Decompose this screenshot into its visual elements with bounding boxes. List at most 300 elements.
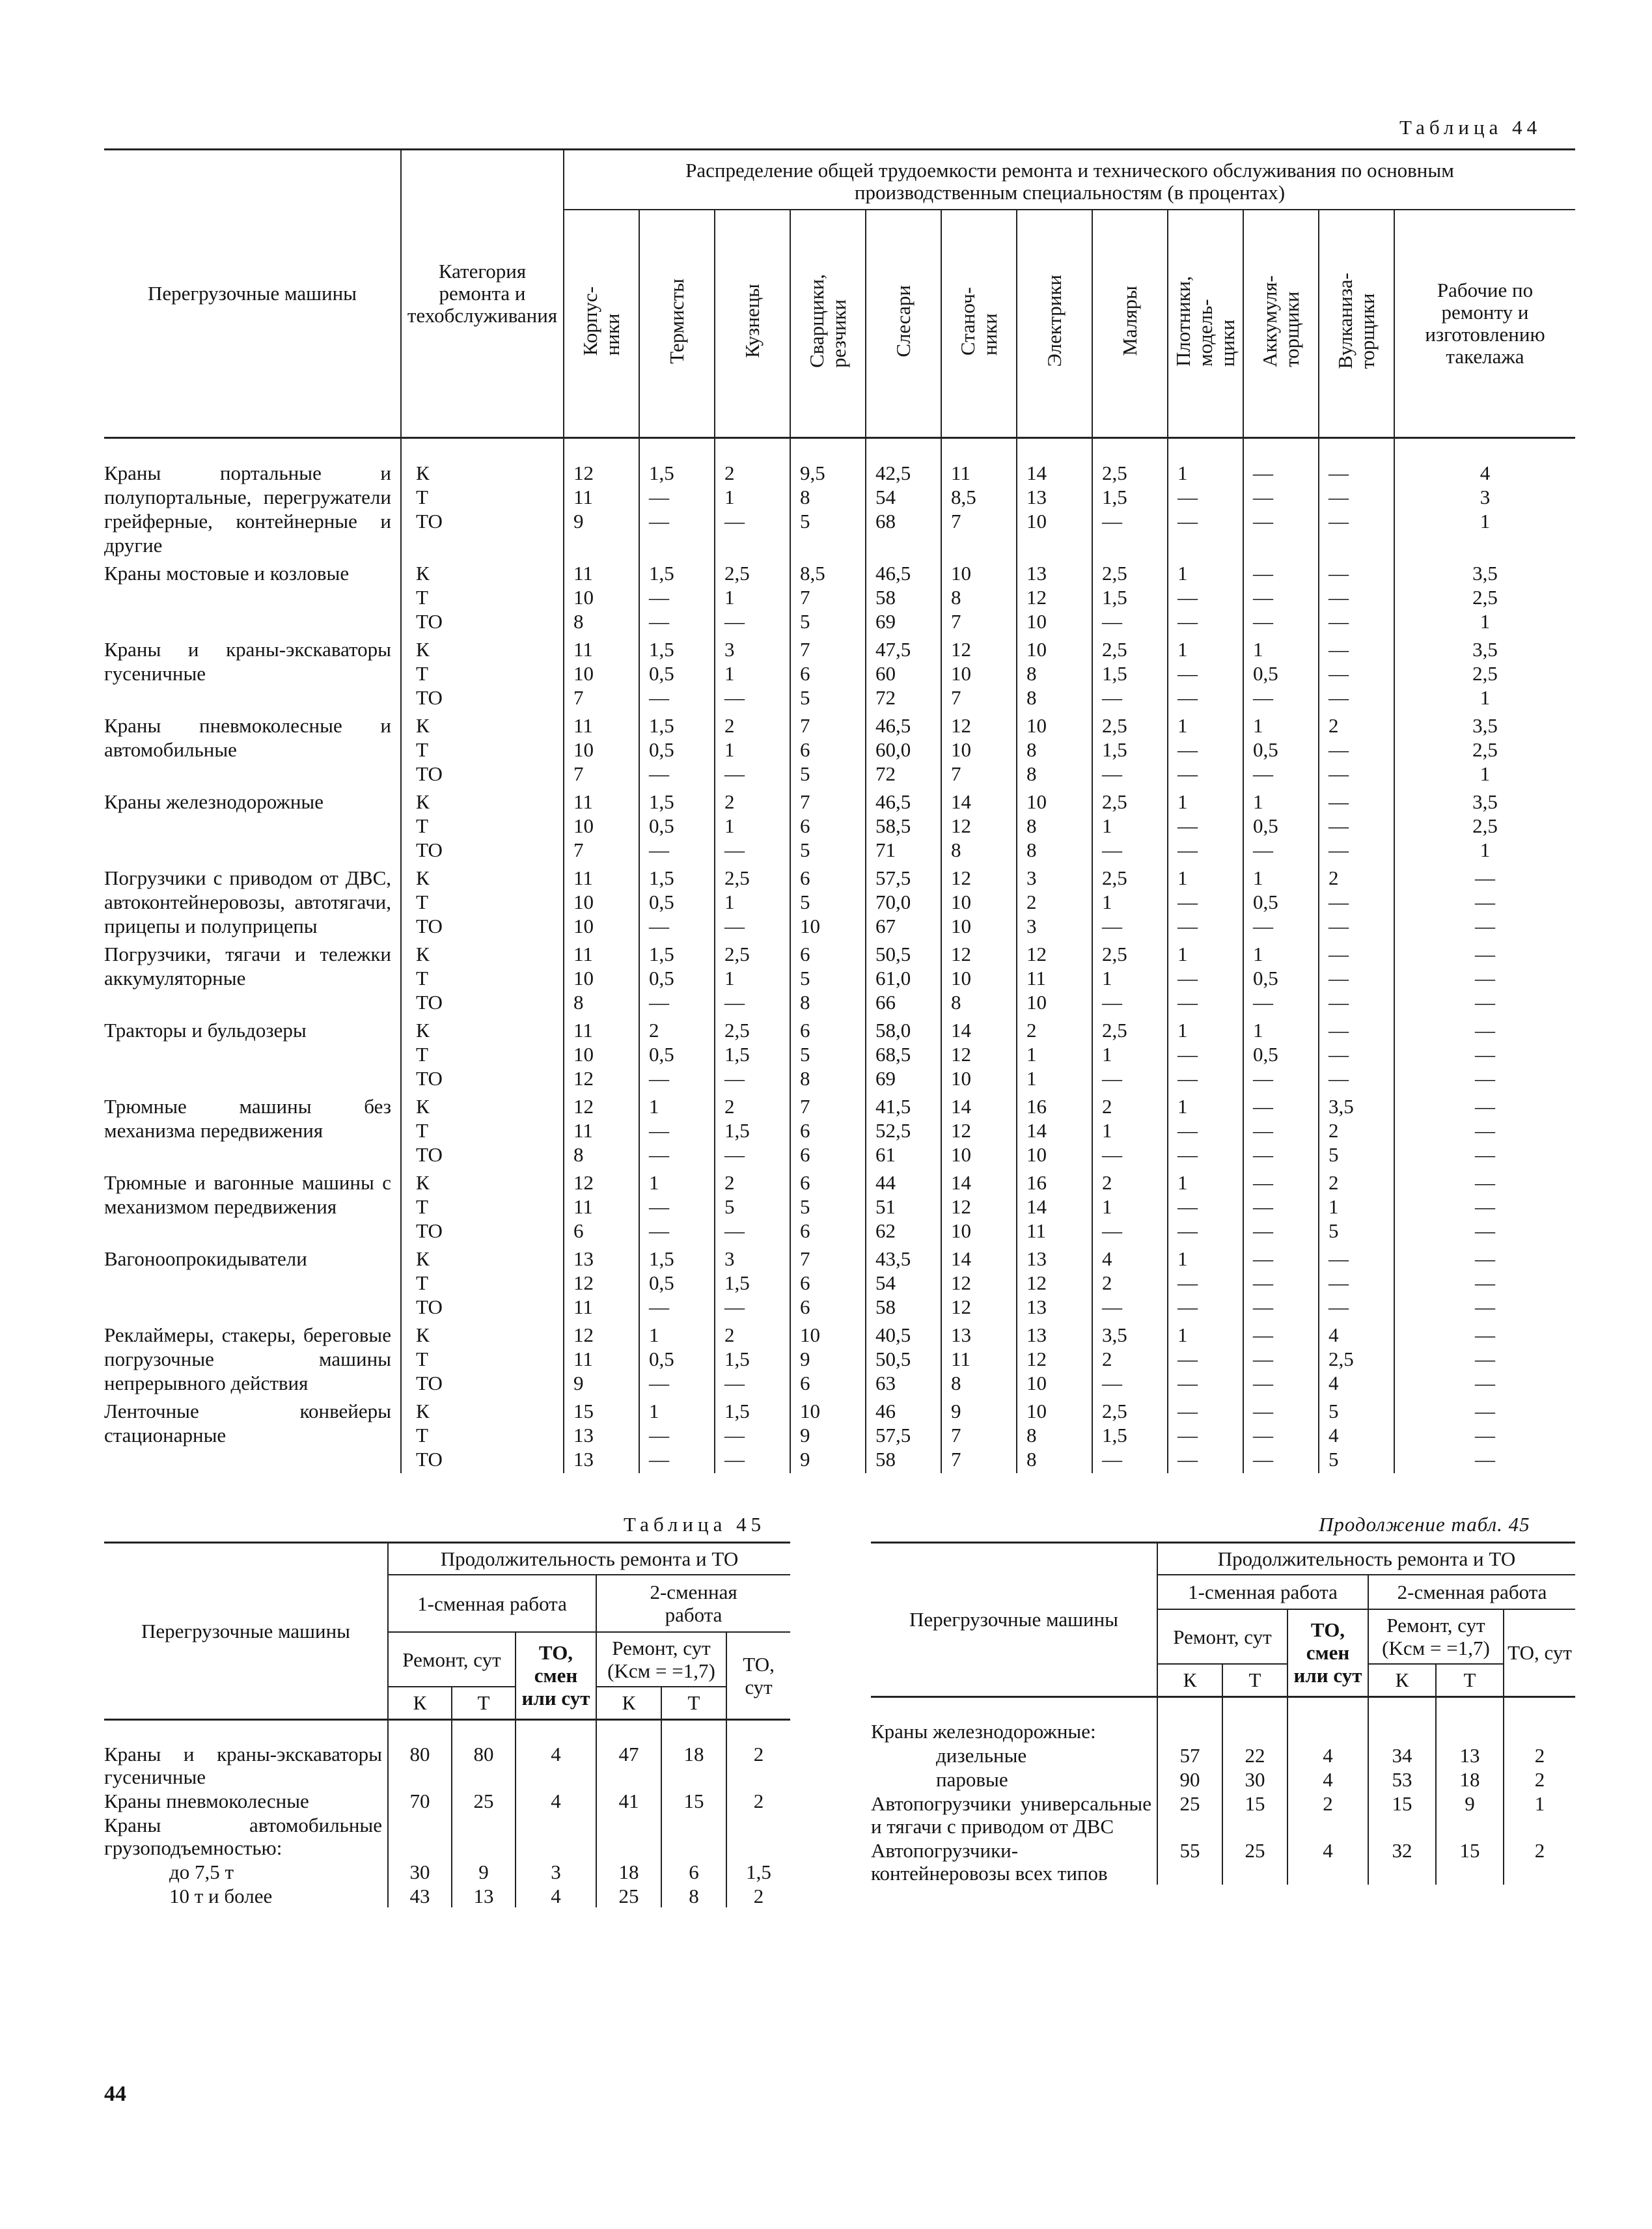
- table-45-left: [104, 1542, 790, 1907]
- value-cell: 12 10 10: [941, 864, 1017, 940]
- value-cell: 1,5: [726, 1859, 790, 1883]
- table45-caption: Таблица 45: [624, 1513, 766, 1536]
- value-cell: 14 12 10: [941, 1016, 1017, 1092]
- value-cell: 3,5 2,5 1: [1394, 788, 1575, 864]
- value-cell: 4: [516, 1883, 596, 1907]
- table-row: [104, 1321, 1575, 1397]
- value-cell: 14 12 8: [941, 788, 1017, 864]
- table-row: [871, 1767, 1575, 1791]
- table-row: [104, 712, 1575, 788]
- value-cell: 9: [1436, 1791, 1504, 1838]
- header-repair-days: Ремонт, сут: [1157, 1609, 1287, 1664]
- value-cell: 13 12 10: [1017, 1321, 1092, 1397]
- value-cell: 2,5 1,5 —: [715, 1016, 790, 1092]
- value-cell: 12 10 8: [941, 940, 1017, 1016]
- value-cell: — — —: [1319, 437, 1394, 559]
- value-cell: 1 0,5 —: [1243, 940, 1319, 1016]
- category-cell: К Т ТО: [401, 1397, 564, 1473]
- machine-name: Автопогрузчики универсальные и тягачи с приводом от ДВС: [871, 1792, 1151, 1838]
- machine-name: Тракторы и бульдозеры: [104, 1018, 307, 1042]
- value-cell: — — —: [1243, 1169, 1319, 1245]
- value-cell: 90: [1157, 1767, 1222, 1791]
- value-cell: 2: [1504, 1838, 1575, 1885]
- value-cell: 25: [452, 1788, 516, 1812]
- value-cell: — — —: [1394, 1321, 1575, 1397]
- machine-name: дизельные: [936, 1743, 1027, 1767]
- value-cell: 1 — —: [639, 1092, 715, 1169]
- value-cell: — — —: [1243, 1321, 1319, 1397]
- value-cell: 13 12 11: [564, 1245, 639, 1321]
- header-repair-days-k: Ремонт, сут (Kсм = =1,7): [1368, 1609, 1504, 1664]
- value-cell: 13: [1436, 1743, 1504, 1767]
- value-cell: 53: [1368, 1767, 1436, 1791]
- value-cell: — — —: [1243, 559, 1319, 635]
- category-cell: К Т ТО: [401, 1245, 564, 1321]
- value-cell: 2 1,5 —: [715, 1321, 790, 1397]
- value-cell: 1 0,5 —: [639, 1321, 715, 1397]
- value-cell: 12 10 7: [941, 712, 1017, 788]
- value-cell: 41,5 52,5 61: [866, 1092, 941, 1169]
- value-cell: 4 3 1: [1394, 437, 1575, 559]
- value-cell: [1436, 1696, 1504, 1743]
- category-cell: К Т ТО: [401, 559, 564, 635]
- value-cell: — — —: [1394, 1169, 1575, 1245]
- page-number: 44: [104, 2082, 126, 2106]
- value-cell: — — —: [1394, 940, 1575, 1016]
- value-cell: [1504, 1696, 1575, 1743]
- header-category: Категория ремонта и техобслуживания: [401, 150, 564, 438]
- value-cell: 3,5 2,5 1: [1394, 712, 1575, 788]
- machine-name: Трюмные и вагонные машины с механизмом передвижения: [104, 1170, 391, 1218]
- value-cell: 2,5 1 —: [1092, 788, 1168, 864]
- value-cell: 2: [1287, 1791, 1368, 1838]
- value-cell: 25: [1222, 1838, 1287, 1885]
- value-cell: 46,5 58 69: [866, 559, 941, 635]
- value-cell: 2: [1504, 1767, 1575, 1791]
- value-cell: 2 1 1: [1017, 1016, 1092, 1092]
- category-cell: К Т ТО: [401, 1092, 564, 1169]
- value-cell: 5 4 5: [1319, 1397, 1394, 1473]
- machine-name: паровые: [936, 1767, 1008, 1791]
- value-cell: 1 — —: [1168, 712, 1243, 788]
- value-cell: [726, 1812, 790, 1859]
- table-row: [104, 788, 1575, 864]
- value-cell: 70: [388, 1788, 452, 1812]
- value-cell: [1157, 1696, 1222, 1743]
- value-cell: — — —: [1243, 437, 1319, 559]
- value-cell: 47,5 60 72: [866, 635, 941, 712]
- value-cell: 15: [1368, 1791, 1436, 1838]
- value-cell: 2 1 5: [1319, 1169, 1394, 1245]
- header-t: Т: [661, 1687, 726, 1719]
- value-cell: 10 8 8: [1017, 788, 1092, 864]
- value-cell: 58,0 68,5 69: [866, 1016, 941, 1092]
- value-cell: 1,5 — —: [639, 559, 715, 635]
- value-cell: 2 — —: [1319, 712, 1394, 788]
- value-cell: 2,5 1,5 —: [1092, 635, 1168, 712]
- category-cell: К Т ТО: [401, 1169, 564, 1245]
- value-cell: 9 7 7: [941, 1397, 1017, 1473]
- value-cell: 30: [1222, 1767, 1287, 1791]
- value-cell: 4: [1287, 1838, 1368, 1885]
- value-cell: 55: [1157, 1838, 1222, 1885]
- value-cell: 25: [1157, 1791, 1222, 1838]
- value-cell: [1368, 1696, 1436, 1743]
- header-specialty: Сварщики, резчики: [790, 210, 866, 437]
- value-cell: 1 0,5 —: [1243, 712, 1319, 788]
- machine-name: Автопогрузчики-контейнеровозы всех типов: [871, 1838, 1108, 1885]
- table-row: [104, 1883, 790, 1907]
- category-cell: К Т ТО: [401, 437, 564, 559]
- machine-name: Трюмные машины без механизма передвижения: [104, 1094, 391, 1142]
- machine-name: Погрузчики с приводом от ДВС, автоконтейнеровозы, автотягачи, прицепы и полуприцепы: [104, 866, 391, 937]
- value-cell: 2 1 —: [1092, 1169, 1168, 1245]
- value-cell: 2,5 1 —: [1092, 940, 1168, 1016]
- header-to-shifts: ТО, смен или сут: [516, 1632, 596, 1719]
- header-distribution: Распределение общей трудоемкости ремонта и технического обслуживания по основным производственным специальностям (в процентах): [564, 150, 1575, 210]
- header-k: К: [1368, 1664, 1436, 1696]
- table-45-right: [871, 1542, 1575, 1885]
- value-cell: 1 — —: [1168, 1169, 1243, 1245]
- value-cell: 2,5 1,5 —: [1092, 559, 1168, 635]
- value-cell: 12 11 9: [564, 1321, 639, 1397]
- header-shift-2: 2-сменная работа: [1368, 1575, 1575, 1609]
- value-cell: 13 12 13: [1017, 1245, 1092, 1321]
- machine-name: Погрузчики, тягачи и тележки аккумуляторные: [104, 942, 391, 990]
- value-cell: 13 12 10: [1017, 559, 1092, 635]
- machine-name: Ленточные конвейеры стационарные: [104, 1399, 391, 1447]
- value-cell: 15: [661, 1788, 726, 1812]
- value-cell: 8: [661, 1883, 726, 1907]
- value-cell: [1222, 1696, 1287, 1743]
- value-cell: 4: [516, 1788, 596, 1812]
- header-specialty: Корпус- ники: [564, 210, 639, 437]
- value-cell: 14 13 10: [1017, 437, 1092, 559]
- value-cell: 6 5 6: [790, 1169, 866, 1245]
- value-cell: 2 1 —: [715, 437, 790, 559]
- value-cell: 2,5 1,5 —: [1092, 1397, 1168, 1473]
- table-row: [871, 1743, 1575, 1767]
- value-cell: 7 6 5: [790, 635, 866, 712]
- value-cell: 2 1,5 —: [715, 1092, 790, 1169]
- value-cell: 2 1 —: [715, 712, 790, 788]
- value-cell: 2: [726, 1719, 790, 1788]
- value-cell: 47: [596, 1719, 661, 1788]
- value-cell: 11 10 7: [564, 788, 639, 864]
- value-cell: 34: [1368, 1743, 1436, 1767]
- value-cell: 57: [1157, 1743, 1222, 1767]
- value-cell: 1 0,5 —: [1243, 788, 1319, 864]
- table-row: [104, 864, 1575, 940]
- category-cell: К Т ТО: [401, 635, 564, 712]
- value-cell: [661, 1812, 726, 1859]
- value-cell: 11 10 7: [564, 712, 639, 788]
- value-cell: 10 8 8: [1017, 635, 1092, 712]
- value-cell: 13 11 8: [941, 1321, 1017, 1397]
- value-cell: 4: [516, 1719, 596, 1788]
- value-cell: 4 2 —: [1092, 1245, 1168, 1321]
- value-cell: — — —: [1394, 1016, 1575, 1092]
- value-cell: 1 — —: [1168, 864, 1243, 940]
- header-riggers: Рабочие по ремонту и изготовлению такелажа: [1394, 210, 1575, 437]
- value-cell: 10 8 8: [1017, 1397, 1092, 1473]
- value-cell: 1 0,5 —: [1243, 1016, 1319, 1092]
- value-cell: — — —: [1243, 1092, 1319, 1169]
- category-cell: К Т ТО: [401, 712, 564, 788]
- value-cell: 32: [1368, 1838, 1436, 1885]
- value-cell: 1 — —: [1168, 437, 1243, 559]
- value-cell: 2 — —: [1319, 864, 1394, 940]
- value-cell: [596, 1812, 661, 1859]
- value-cell: 15 13 13: [564, 1397, 639, 1473]
- value-cell: 57,5 70,0 67: [866, 864, 941, 940]
- value-cell: 9,5 8 5: [790, 437, 866, 559]
- value-cell: 1 — —: [1168, 1321, 1243, 1397]
- value-cell: 1 0,5 —: [1243, 864, 1319, 940]
- value-cell: [516, 1812, 596, 1859]
- value-cell: 50,5 61,0 66: [866, 940, 941, 1016]
- header-specialty: Плотники, модель- щики: [1168, 210, 1243, 437]
- machine-name: Вагоноопрокидыватели: [104, 1247, 307, 1270]
- value-cell: — — —: [1243, 1397, 1319, 1473]
- value-cell: 10 8 7: [941, 559, 1017, 635]
- table-row: [104, 1016, 1575, 1092]
- header-to-days: ТО, сут: [726, 1632, 790, 1719]
- table-row: [104, 1812, 790, 1859]
- value-cell: 3 2 3: [1017, 864, 1092, 940]
- value-cell: — — —: [1168, 1397, 1243, 1473]
- table-row: [104, 1859, 790, 1883]
- header-to-days: ТО, сут: [1504, 1609, 1575, 1696]
- value-cell: 1 — —: [1168, 635, 1243, 712]
- table-row: [104, 1245, 1575, 1321]
- value-cell: 80: [388, 1719, 452, 1788]
- value-cell: 2,5 1,5 —: [1092, 712, 1168, 788]
- value-cell: — — —: [1394, 864, 1575, 940]
- value-cell: 1,5 — —: [715, 1397, 790, 1473]
- value-cell: 18: [596, 1859, 661, 1883]
- value-cell: 14 12 10: [941, 1092, 1017, 1169]
- value-cell: 11 10 8: [564, 940, 639, 1016]
- value-cell: 25: [596, 1883, 661, 1907]
- table-row: [871, 1838, 1575, 1885]
- value-cell: 40,5 50,5 63: [866, 1321, 941, 1397]
- value-cell: 3,5 2 5: [1319, 1092, 1394, 1169]
- header-specialty: Кузнецы: [715, 210, 790, 437]
- value-cell: — — —: [1319, 1245, 1394, 1321]
- value-cell: 2 1 —: [1092, 1092, 1168, 1169]
- value-cell: 44 51 62: [866, 1169, 941, 1245]
- table-row: [104, 1169, 1575, 1245]
- header-to-shifts: ТО, смен или сут: [1287, 1609, 1368, 1696]
- machine-name: Краны пневмоколесные и автомобильные: [104, 713, 391, 761]
- value-cell: 22: [1222, 1743, 1287, 1767]
- machine-name: 10 т и более: [169, 1884, 273, 1907]
- machine-name: до 7,5 т: [169, 1860, 234, 1883]
- header-repair-days: Ремонт, сут: [388, 1632, 516, 1687]
- value-cell: 2,5 1 —: [1092, 864, 1168, 940]
- value-cell: 10 8 8: [1017, 712, 1092, 788]
- machine-name: Краны мостовые и козловые: [104, 561, 350, 585]
- header-t: Т: [452, 1687, 516, 1719]
- header-machines: Перегрузочные машины: [104, 1543, 388, 1720]
- value-cell: 11 10 12: [564, 1016, 639, 1092]
- value-cell: 3,5 2,5 1: [1394, 559, 1575, 635]
- value-cell: 10 9 9: [790, 1397, 866, 1473]
- value-cell: 1,5 0,5 —: [639, 635, 715, 712]
- value-cell: 2,5 1 —: [715, 864, 790, 940]
- value-cell: — — —: [1319, 559, 1394, 635]
- machine-name: Реклаймеры, стакеры, береговые погрузочные машины непрерывного действия: [104, 1323, 391, 1394]
- category-cell: К Т ТО: [401, 864, 564, 940]
- table-row: [104, 1397, 1575, 1473]
- category-cell: К Т ТО: [401, 1321, 564, 1397]
- machine-name: Краны железнодорожные: [104, 790, 324, 813]
- header-duration: Продолжительность ремонта и ТО: [388, 1543, 790, 1575]
- value-cell: 3,5 2,5 1: [1394, 635, 1575, 712]
- value-cell: 42,5 54 68: [866, 437, 941, 559]
- value-cell: 6 5 8: [790, 1016, 866, 1092]
- value-cell: [388, 1812, 452, 1859]
- value-cell: 1 — —: [1168, 1016, 1243, 1092]
- value-cell: 1 0,5 —: [1243, 635, 1319, 712]
- header-shift-2: 2-сменная работа: [596, 1575, 790, 1632]
- table-row: [104, 940, 1575, 1016]
- value-cell: 12 10 7: [941, 635, 1017, 712]
- value-cell: 2,5 1,5 —: [1092, 437, 1168, 559]
- value-cell: 43,5 54 58: [866, 1245, 941, 1321]
- table-row: [871, 1696, 1575, 1743]
- value-cell: 1,5 0,5 —: [639, 712, 715, 788]
- value-cell: — — —: [1243, 1245, 1319, 1321]
- header-specialty: Аккумуля- торщики: [1243, 210, 1319, 437]
- value-cell: 1 — —: [639, 1169, 715, 1245]
- machine-name: Краны и краны-экскаваторы гусеничные: [104, 637, 391, 685]
- value-cell: 1,5 — —: [639, 437, 715, 559]
- table-row: [104, 635, 1575, 712]
- table44-caption: Таблица 44: [1399, 116, 1542, 139]
- header-specialty: Станоч- ники: [941, 210, 1017, 437]
- category-cell: К Т ТО: [401, 788, 564, 864]
- value-cell: 12 11 6: [564, 1169, 639, 1245]
- value-cell: — — —: [1319, 788, 1394, 864]
- header-specialty: Вулканиза- торщики: [1319, 210, 1394, 437]
- value-cell: 4: [1287, 1743, 1368, 1767]
- value-cell: — — —: [1319, 940, 1394, 1016]
- value-cell: 18: [1436, 1767, 1504, 1791]
- value-cell: 1,5 0,5 —: [639, 940, 715, 1016]
- value-cell: 2: [1504, 1743, 1575, 1767]
- header-shift-1: 1-сменная работа: [1157, 1575, 1368, 1609]
- category-cell: К Т ТО: [401, 940, 564, 1016]
- value-cell: [1287, 1696, 1368, 1743]
- header-machines: Перегрузочные машины: [104, 150, 401, 438]
- value-cell: 41: [596, 1788, 661, 1812]
- value-cell: — — —: [1319, 635, 1394, 712]
- value-cell: 7 6 6: [790, 1245, 866, 1321]
- value-cell: 1 — —: [1168, 1092, 1243, 1169]
- header-specialty: Электрики: [1017, 210, 1092, 437]
- value-cell: 4 2,5 4: [1319, 1321, 1394, 1397]
- value-cell: 16 14 11: [1017, 1169, 1092, 1245]
- value-cell: 30: [388, 1859, 452, 1883]
- value-cell: 2 0,5 —: [639, 1016, 715, 1092]
- value-cell: 3: [516, 1859, 596, 1883]
- value-cell: 6 5 8: [790, 940, 866, 1016]
- value-cell: [452, 1812, 516, 1859]
- value-cell: 11 10 10: [564, 864, 639, 940]
- header-machines: Перегрузочные машины: [871, 1543, 1157, 1697]
- value-cell: 14 12 10: [941, 1169, 1017, 1245]
- header-duration: Продолжительность ремонта и ТО: [1157, 1543, 1575, 1575]
- header-specialty: Маляры: [1092, 210, 1168, 437]
- value-cell: 3 1 —: [715, 635, 790, 712]
- value-cell: 7 6 6: [790, 1092, 866, 1169]
- value-cell: 2: [726, 1788, 790, 1812]
- value-cell: 1 — —: [639, 1397, 715, 1473]
- value-cell: 1 — —: [1168, 1245, 1243, 1321]
- value-cell: 1: [1504, 1791, 1575, 1838]
- value-cell: 15: [1222, 1791, 1287, 1838]
- value-cell: 1,5 0,5 —: [639, 788, 715, 864]
- machine-name: Краны пневмоколесные: [104, 1789, 309, 1812]
- value-cell: 15: [1436, 1838, 1504, 1885]
- value-cell: 4: [1287, 1767, 1368, 1791]
- value-cell: 80: [452, 1719, 516, 1788]
- value-cell: 7 6 5: [790, 788, 866, 864]
- value-cell: 2 1 —: [715, 788, 790, 864]
- table-row: [104, 437, 1575, 559]
- table45-continuation-caption: Продолжение табл. 45: [1319, 1513, 1530, 1536]
- value-cell: 11 10 7: [564, 635, 639, 712]
- value-cell: 1 — —: [1168, 559, 1243, 635]
- value-cell: 11 8,5 7: [941, 437, 1017, 559]
- value-cell: 8,5 7 5: [790, 559, 866, 635]
- value-cell: 12 11 10: [1017, 940, 1092, 1016]
- header-specialty: Термисты: [639, 210, 715, 437]
- machine-name: Краны автомобильные грузоподъемностью:: [104, 1813, 382, 1859]
- value-cell: 10 9 6: [790, 1321, 866, 1397]
- table-row: [104, 1092, 1575, 1169]
- value-cell: 14 12 12: [941, 1245, 1017, 1321]
- header-specialty: Слесари: [866, 210, 941, 437]
- value-cell: 1 — —: [1168, 940, 1243, 1016]
- value-cell: 46 57,5 58: [866, 1397, 941, 1473]
- table-row: [104, 1719, 790, 1788]
- value-cell: 2: [726, 1883, 790, 1907]
- value-cell: 1,5 0,5 —: [639, 864, 715, 940]
- category-cell: К Т ТО: [401, 1016, 564, 1092]
- value-cell: — — —: [1394, 1397, 1575, 1473]
- value-cell: 6 5 10: [790, 864, 866, 940]
- value-cell: 1 — —: [1168, 788, 1243, 864]
- value-cell: 9: [452, 1859, 516, 1883]
- table-row: [104, 559, 1575, 635]
- value-cell: 2,5 1 —: [715, 559, 790, 635]
- value-cell: 13: [452, 1883, 516, 1907]
- machine-name: Краны и краны-экскаваторы гусеничные: [104, 1742, 382, 1788]
- value-cell: 43: [388, 1883, 452, 1907]
- header-t: Т: [1436, 1664, 1504, 1696]
- value-cell: 6: [661, 1859, 726, 1883]
- machine-name: Краны портальные и полупортальные, перегружатели грейферные, контейнерные и другие: [104, 461, 391, 557]
- value-cell: 1,5 0,5 —: [639, 1245, 715, 1321]
- value-cell: 46,5 58,5 71: [866, 788, 941, 864]
- value-cell: 2,5 1 —: [715, 940, 790, 1016]
- value-cell: 12 11 8: [564, 1092, 639, 1169]
- value-cell: 11 10 8: [564, 559, 639, 635]
- value-cell: 2,5 1 —: [1092, 1016, 1168, 1092]
